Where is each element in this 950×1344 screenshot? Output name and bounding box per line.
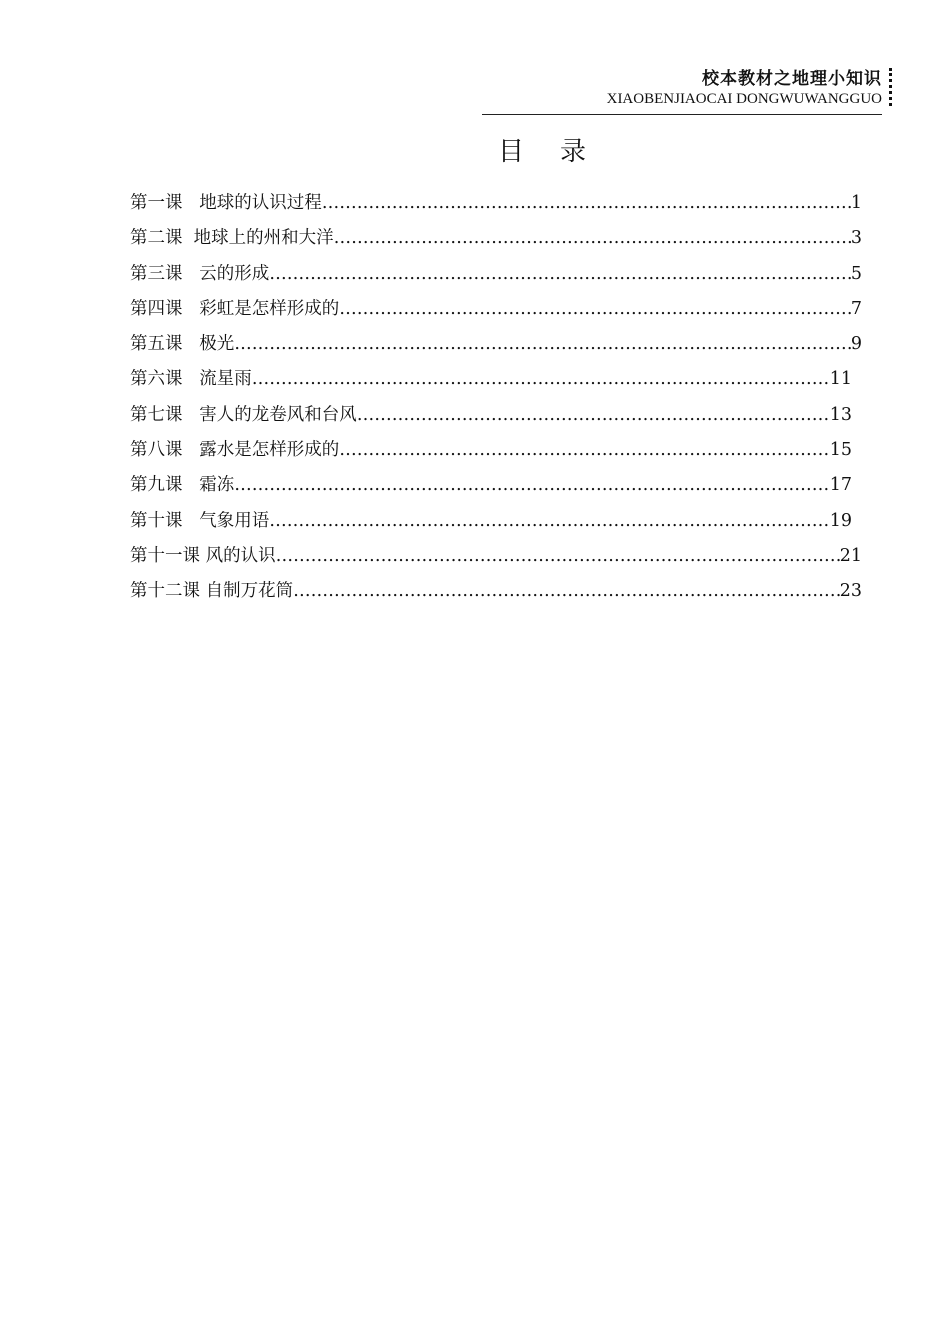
toc-lesson-name: 自制万花筒 bbox=[205, 581, 294, 602]
toc-page-number: 19 bbox=[829, 510, 852, 531]
toc-page-number: 11 bbox=[829, 369, 852, 390]
toc-entry[interactable] bbox=[130, 362, 862, 397]
toc-lesson-number: 第六课 bbox=[130, 369, 183, 390]
toc-entry[interactable] bbox=[130, 433, 862, 468]
toc-leader-dots bbox=[293, 574, 840, 609]
table-of-contents bbox=[130, 186, 862, 610]
toc-title-part1: 目 bbox=[497, 137, 524, 167]
toc-page-number: 3 bbox=[850, 228, 862, 249]
toc-leader-dots bbox=[339, 433, 830, 468]
toc-lesson-number: 第七课 bbox=[130, 404, 183, 425]
toc-title bbox=[0, 135, 950, 169]
toc-lesson-name: 流星雨 bbox=[199, 369, 252, 390]
toc-page-number: 5 bbox=[850, 263, 862, 284]
toc-entry[interactable] bbox=[130, 257, 862, 292]
toc-leader-dots bbox=[357, 398, 830, 433]
toc-lesson-number: 第一课 bbox=[130, 193, 183, 213]
toc-lesson-number: 第五课 bbox=[130, 334, 183, 355]
toc-leader-dots bbox=[276, 539, 840, 574]
toc-lesson-number: 第二课 bbox=[130, 228, 183, 249]
toc-lesson-name: 云的形成 bbox=[199, 263, 270, 284]
toc-leader-dots bbox=[322, 186, 851, 221]
header-rule bbox=[482, 114, 882, 115]
toc-lesson-name: 霜冻 bbox=[199, 475, 235, 496]
toc-entry[interactable] bbox=[130, 292, 862, 327]
toc-page-number: 17 bbox=[829, 475, 852, 496]
toc-leader-dots bbox=[234, 327, 851, 362]
toc-title-part2: 录 bbox=[560, 137, 587, 167]
toc-lesson-name: 风的认识 bbox=[205, 545, 276, 566]
toc-lesson-number: 第八课 bbox=[130, 440, 183, 461]
toc-entry[interactable] bbox=[130, 398, 862, 433]
toc-lesson-name: 气象用语 bbox=[199, 510, 270, 531]
toc-lesson-name: 极光 bbox=[199, 334, 235, 355]
toc-leader-dots bbox=[339, 292, 851, 327]
toc-page-number: 21 bbox=[839, 545, 862, 566]
toc-page-number: 23 bbox=[839, 581, 862, 602]
toc-entry[interactable] bbox=[130, 327, 862, 362]
toc-page-number: 1 bbox=[850, 193, 862, 213]
page-header bbox=[607, 68, 882, 108]
toc-lesson-number: 第十二课 bbox=[130, 581, 200, 602]
toc-lesson-number: 第九课 bbox=[130, 475, 183, 496]
toc-entry[interactable] bbox=[130, 221, 862, 256]
header-decorative-bar bbox=[889, 68, 892, 106]
toc-entry[interactable] bbox=[130, 186, 862, 221]
header-subtitle: XIAOBENJIAOCAI DONGWUWANGGUO bbox=[606, 91, 882, 107]
toc-entry[interactable] bbox=[130, 468, 862, 503]
toc-entry[interactable] bbox=[130, 504, 862, 539]
toc-page-number: 9 bbox=[850, 334, 862, 355]
toc-leader-dots bbox=[234, 468, 830, 503]
toc-leader-dots bbox=[334, 221, 851, 256]
toc-page-number: 7 bbox=[850, 298, 862, 319]
toc-entry[interactable] bbox=[130, 539, 862, 574]
toc-lesson-name: 彩虹是怎样形成的 bbox=[199, 298, 340, 319]
toc-lesson-number: 第十课 bbox=[130, 510, 183, 531]
toc-lesson-number: 第三课 bbox=[130, 263, 183, 284]
toc-lesson-name: 地球上的州和大洋 bbox=[193, 228, 334, 249]
toc-leader-dots bbox=[252, 362, 830, 397]
toc-lesson-name: 地球的认识过程 bbox=[199, 193, 322, 213]
toc-lesson-number: 第十一课 bbox=[130, 545, 200, 566]
toc-leader-dots bbox=[269, 257, 851, 292]
toc-page-number: 15 bbox=[829, 440, 852, 461]
header-title: 校本教材之地理小知识 bbox=[702, 69, 882, 89]
toc-lesson-name: 害人的龙卷风和台风 bbox=[199, 404, 357, 425]
toc-leader-dots bbox=[269, 504, 830, 539]
toc-entry[interactable] bbox=[130, 574, 862, 609]
toc-lesson-number: 第四课 bbox=[130, 298, 183, 319]
toc-page-number: 13 bbox=[829, 404, 852, 425]
toc-lesson-name: 露水是怎样形成的 bbox=[199, 440, 340, 461]
